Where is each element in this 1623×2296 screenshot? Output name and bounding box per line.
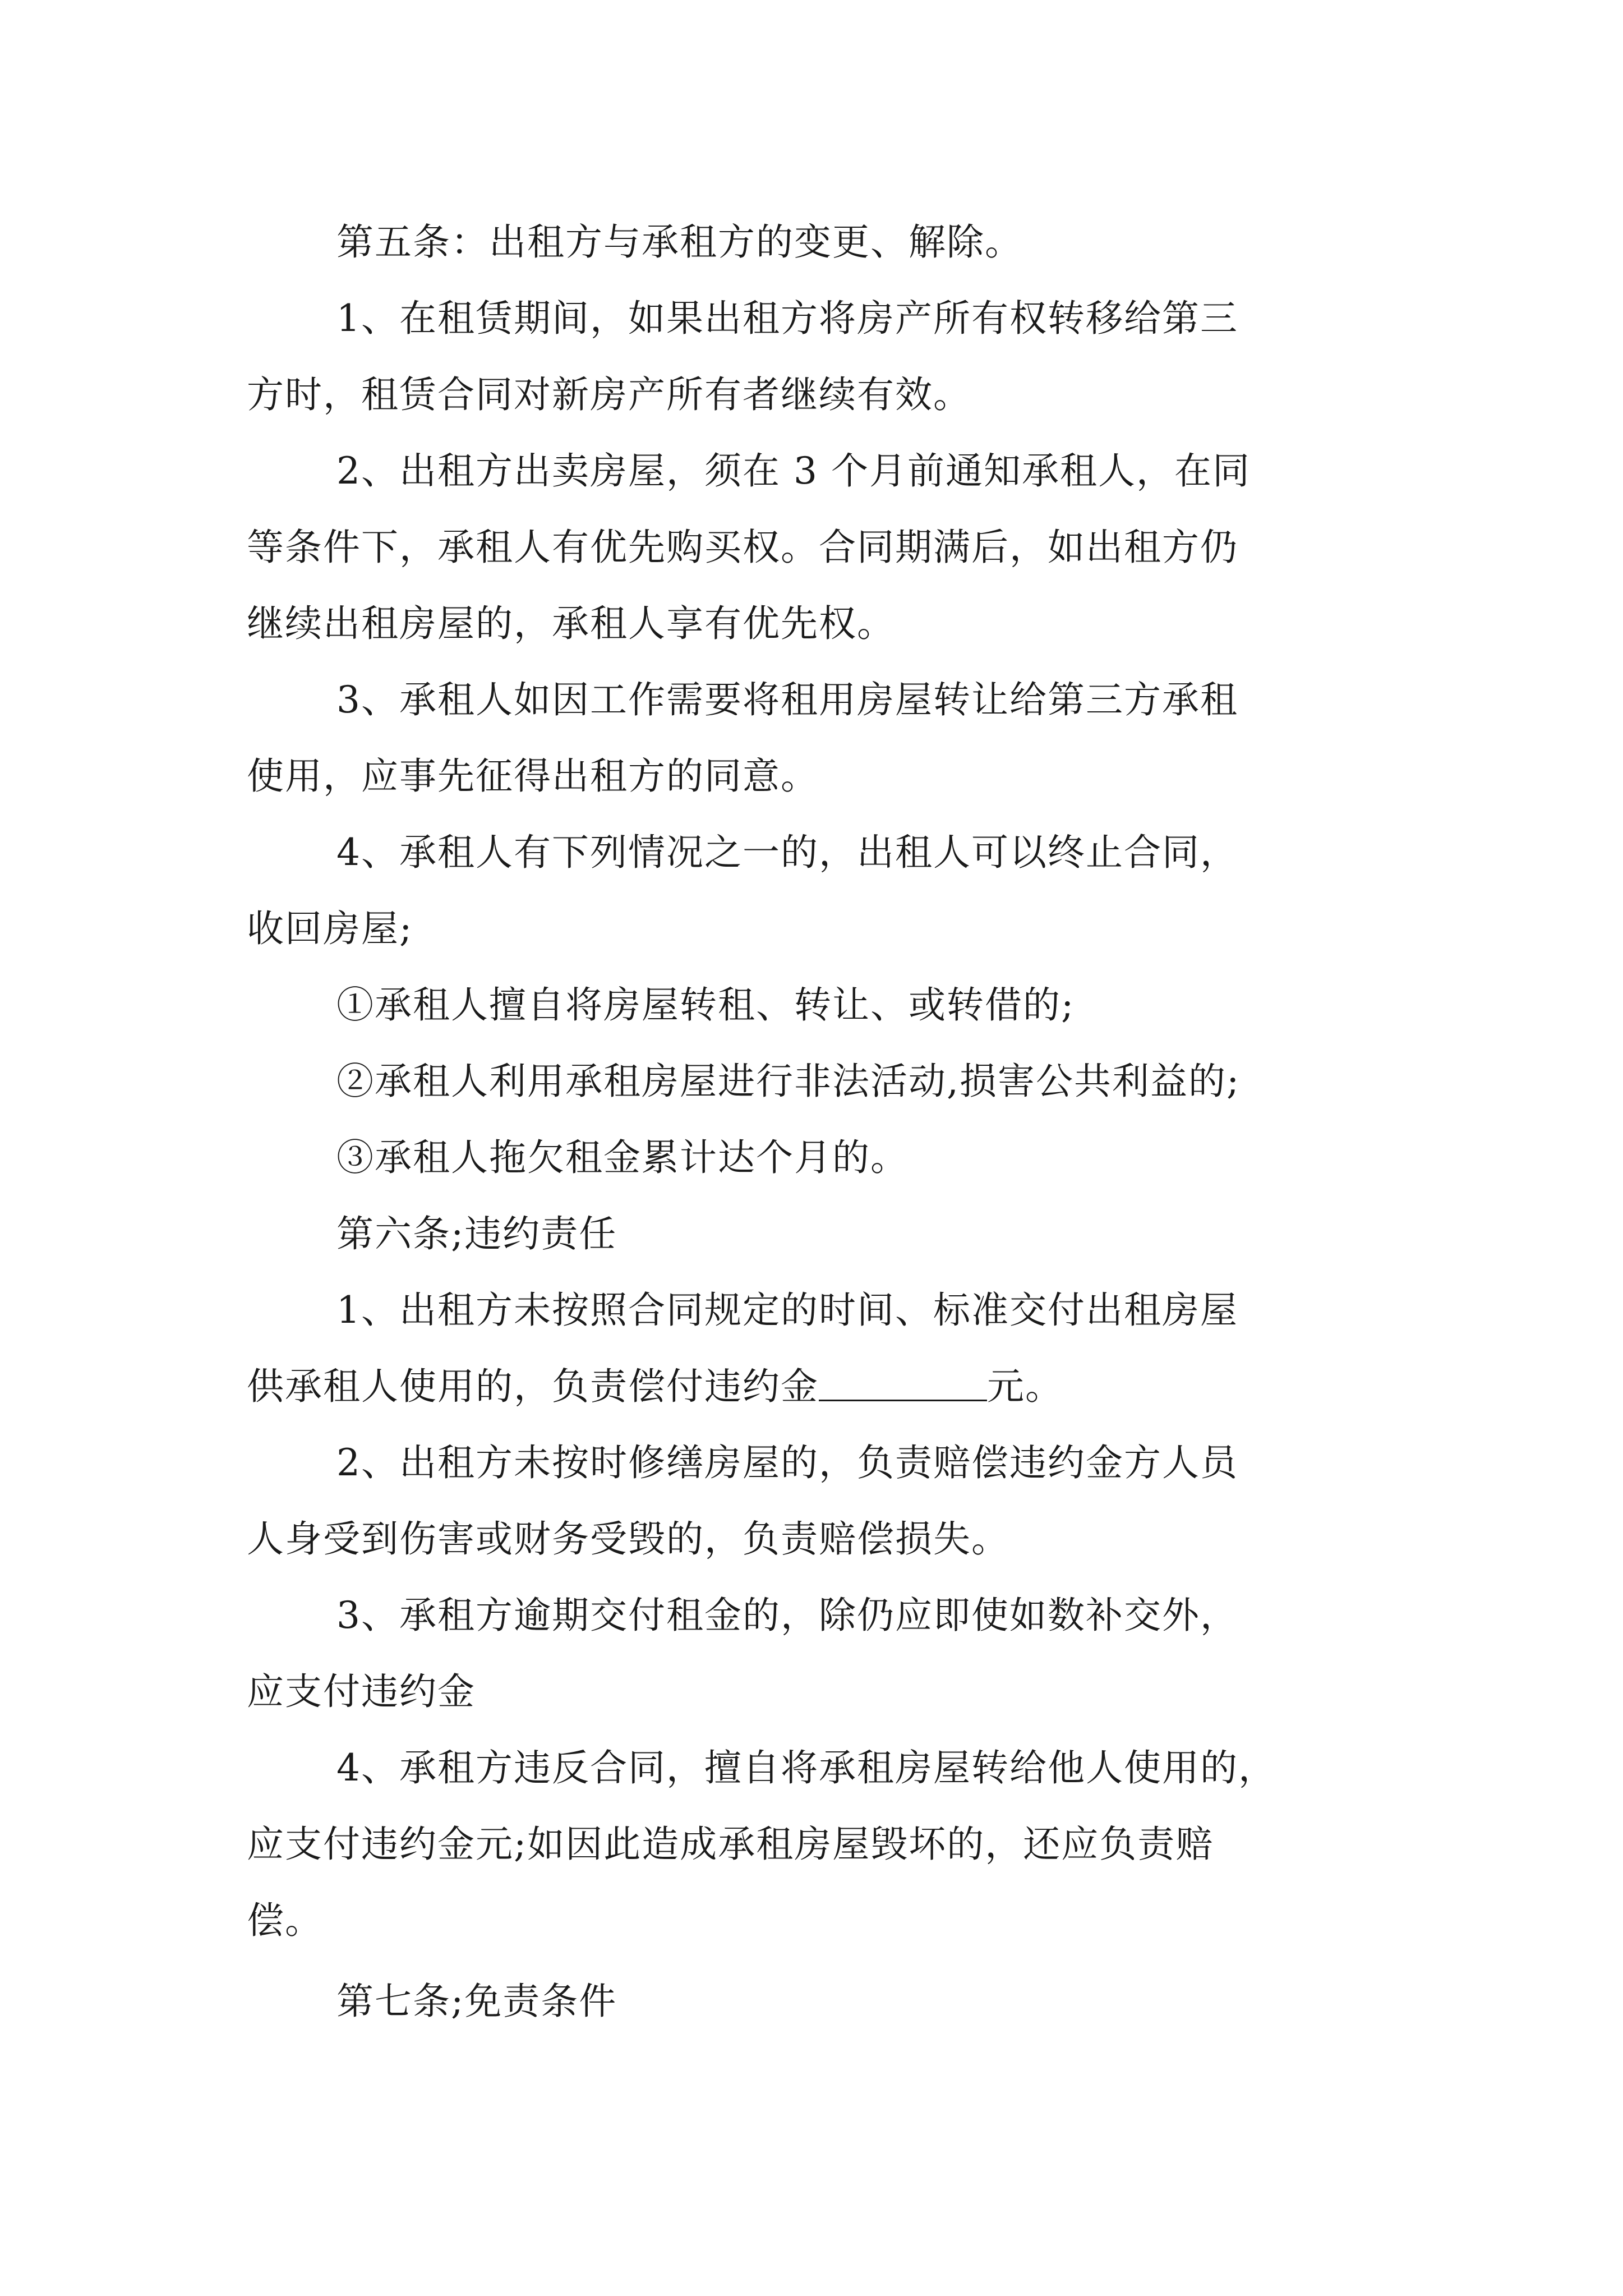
article-6-item-1 [247,1272,1385,1425]
paragraph-line: 偿。 [247,1899,323,1942]
article-6-item-2 [247,1425,1385,1577]
article-5-item-1 [247,280,1385,433]
paragraph-line: 应支付违约金元;如因此造成承租房屋毁坏的，还应负责赔 [247,1823,1214,1866]
article-6-item-4 [247,1730,1385,1959]
paragraph-text: 元。 [987,1365,1063,1408]
article-5-title [247,204,1385,280]
paragraph-line: 等条件下，承租人有优先购买权。合同期满后，如出租方仍 [247,526,1238,569]
paragraph-line: 方时，租赁合同对新房产所有者继续有效。 [247,373,971,416]
paragraph-line: 2、出租方未按时修缮房屋的，负责赔偿违约金方人员 [336,1441,1238,1484]
article-7-title [247,1963,1385,2040]
paragraph-line: 收回房屋; [247,907,413,950]
article-6-title-text: 第六条;违约责任 [336,1212,617,1255]
paragraph-line: ③承租人拖欠租金累计达个月的。 [336,1136,909,1179]
article-7-title-text: 第七条;免责条件 [336,1980,617,2023]
article-5-title-text: 第五条：出租方与承租方的变更、解除。 [336,220,1023,264]
paragraph-line: 3、承租方逾期交付租金的，除仍应即使如数补交外， [336,1594,1238,1637]
paragraph-line: 使用，应事先征得出租方的同意。 [247,754,819,798]
paragraph-line: ①承租人擅自将房屋转租、转让、或转借的; [336,983,1075,1027]
paragraph-line: 4、承租人有下列情况之一的，出租人可以终止合同， [336,831,1238,874]
paragraph-line [247,1349,1385,1425]
article-5-subitem-1 [247,967,1385,1043]
paragraph-text: 供承租人使用的，负责偿付违约金 [247,1365,819,1408]
article-5-item-4 [247,815,1385,967]
paragraph-line: 继续出租房屋的，承租人享有优先权。 [247,602,895,645]
article-6-item-3 [247,1577,1385,1730]
paragraph-line: 1、出租方未按照合同规定的时间、标准交付出租房屋 [336,1289,1238,1332]
article-5-item-3 [247,662,1385,815]
paragraph-line: 3、承租人如因工作需要将租用房屋转让给第三方承租 [336,678,1238,721]
article-5-item-2 [247,433,1385,662]
paragraph-line: ②承租人利用承租房屋进行非法活动,损害公共利益的; [336,1060,1241,1103]
paragraph-line: 2、出租方出卖房屋，须在 3 个月前通知承租人，在同 [336,449,1251,493]
paragraph-line: 4、承租方违反合同，擅自将承租房屋转给他人使用的， [336,1746,1276,1789]
paragraph-line: 应支付违约金 [247,1670,476,1713]
article-5-subitem-2 [247,1043,1385,1120]
article-6-title [247,1196,1385,1272]
paragraph-line: 人身受到伤害或财务受毁的，负责赔偿损失。 [247,1517,1009,1561]
paragraph-line: 1、在租赁期间，如果出租方将房产所有权转移给第三 [336,297,1238,340]
article-5-subitem-3 [247,1120,1385,1196]
fill-in-blank [819,1363,987,1401]
